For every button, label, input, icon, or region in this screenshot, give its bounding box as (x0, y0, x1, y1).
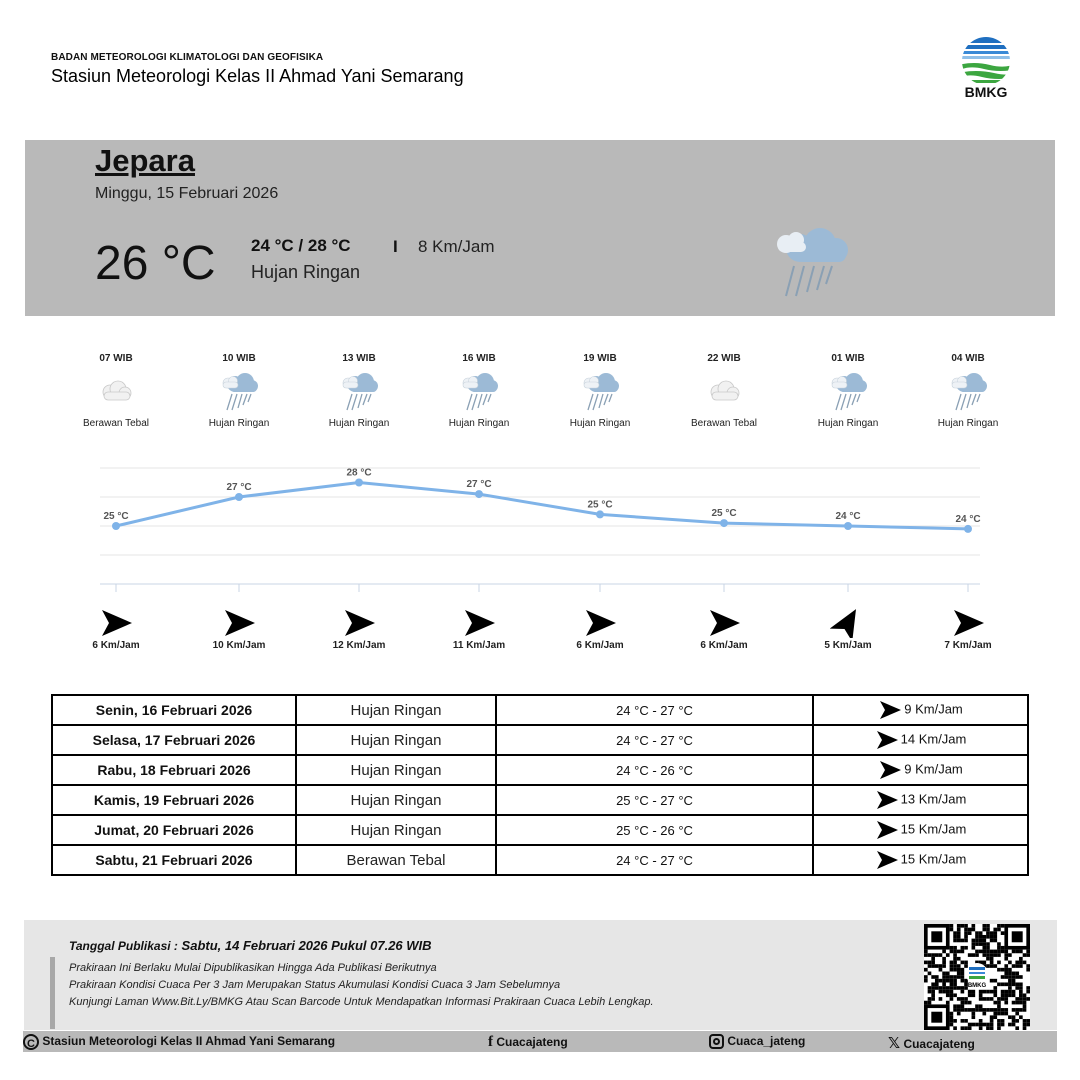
hour-condition: Berawan Tebal (83, 418, 149, 429)
hour-condition: Hujan Ringan (328, 418, 390, 429)
wind-arrow-icon (341, 608, 377, 638)
day-condition: Hujan Ringan (296, 785, 496, 815)
day-wind (813, 845, 1028, 875)
data-point (844, 522, 852, 530)
hour-slot (61, 353, 171, 429)
wind-arrow-icon (461, 608, 497, 638)
data-label: 25 °C (103, 511, 129, 522)
data-label: 24 °C (955, 513, 981, 525)
day-wind (813, 695, 1028, 725)
separator: I (393, 237, 398, 256)
hour-slot (669, 353, 779, 429)
wind-slot (429, 608, 529, 651)
wind-slot (918, 608, 1018, 651)
wind-speed: 7 Km/Jam (944, 640, 992, 651)
day-date: Senin, 16 Februari 2026 (52, 695, 296, 725)
wind-speed: 5 Km/Jam (824, 640, 872, 651)
x-handle: Cuacajateng (903, 1037, 975, 1051)
hour-condition: Berawan Tebal (691, 418, 757, 429)
footer-accent-bar (50, 957, 55, 1029)
data-point (964, 525, 972, 533)
x-icon: 𝕏 (888, 1035, 901, 1052)
rain-cloud-icon (828, 370, 868, 414)
wind-arrow-icon (582, 608, 618, 638)
wind-arrow-icon (875, 790, 899, 810)
day-wind (813, 725, 1028, 755)
hour-time: 01 WIB (831, 353, 865, 364)
hour-time: 10 WIB (222, 353, 256, 364)
wind-slot (674, 608, 774, 651)
day-wind (813, 785, 1028, 815)
daily-forecast-table (51, 694, 1029, 876)
table-row (52, 695, 1028, 725)
day-temperature: 24 °C - 26 °C (496, 755, 813, 785)
hour-time: 19 WIB (583, 353, 617, 364)
day-condition: Hujan Ringan (296, 815, 496, 845)
wind-arrow-icon (830, 608, 866, 638)
wind-arrow-icon (98, 608, 134, 638)
wind-slot (189, 608, 289, 651)
wind-speed: 6 Km/Jam (92, 640, 140, 651)
wind-arrow-icon (878, 700, 902, 720)
wind-speed: 11 Km/Jam (452, 640, 506, 651)
wind-arrow-icon (875, 730, 899, 750)
table-row (52, 845, 1028, 875)
wind-speed: 10 Km/Jam (212, 640, 266, 651)
day-date: Jumat, 20 Februari 2026 (52, 815, 296, 845)
hour-time: 13 WIB (342, 353, 376, 364)
day-condition: Hujan Ringan (296, 725, 496, 755)
day-wind-speed: 15 Km/Jam (900, 851, 967, 867)
table-row (52, 815, 1028, 845)
table-row (52, 755, 1028, 785)
facebook-icon: f (488, 1034, 493, 1050)
hour-condition: Hujan Ringan (817, 418, 879, 429)
instagram-icon (709, 1034, 724, 1049)
qr-code[interactable] (924, 924, 1030, 1030)
wind-arrow-icon (875, 820, 899, 840)
hour-condition: Hujan Ringan (569, 418, 631, 429)
wind-slot (309, 608, 409, 651)
wind-arrow-icon (875, 850, 899, 870)
rain-cloud-icon (459, 370, 499, 414)
agency-name: BADAN METEOROLOGI KLIMATOLOGI DAN GEOFISIKA (51, 52, 324, 63)
hour-time: 16 WIB (462, 353, 496, 364)
hour-slot (184, 353, 294, 429)
data-label: 27 °C (466, 479, 492, 491)
wind-slot (550, 608, 650, 651)
data-point (720, 519, 728, 527)
data-point (235, 493, 243, 501)
hour-time: 22 WIB (707, 353, 741, 364)
day-wind-speed: 9 Km/Jam (904, 701, 963, 717)
day-wind-speed: 15 Km/Jam (900, 821, 967, 837)
hour-condition: Hujan Ringan (937, 418, 999, 429)
hour-time: 07 WIB (99, 353, 133, 364)
table-row (52, 785, 1028, 815)
hour-condition: Hujan Ringan (208, 418, 270, 429)
footer-note-3[interactable]: Kunjungi Laman Www.Bit.Ly/BMKG Atau Scan Barcode Untuk Mendapatkan Informasi Prakiraan Cuaca Lebih Lengkap. (69, 996, 654, 1008)
wind-slot (66, 608, 166, 651)
rain-cloud-icon (948, 370, 988, 414)
rain-cloud-icon (580, 370, 620, 414)
hour-slot (424, 353, 534, 429)
data-label: 25 °C (711, 508, 737, 520)
publication-label: Tanggal Publikasi : (69, 939, 178, 953)
hour-slot (913, 353, 1023, 429)
hour-condition: Hujan Ringan (448, 418, 510, 429)
wind-arrow-icon (950, 608, 986, 638)
instagram-handle: Cuaca_jateng (727, 1034, 806, 1048)
hour-slot (304, 353, 414, 429)
instagram-link[interactable] (709, 1034, 805, 1049)
current-condition: Hujan Ringan (251, 262, 361, 282)
city-name[interactable]: Jepara (95, 143, 195, 178)
rain-cloud-icon (339, 370, 379, 414)
current-wind: 8 Km/Jam (418, 237, 495, 256)
day-date: Sabtu, 21 Februari 2026 (52, 845, 296, 875)
temperature-range: 24 °C / 28 °C (251, 236, 351, 255)
wind-speed: 12 Km/Jam (332, 640, 386, 651)
day-wind-speed: 14 Km/Jam (900, 731, 967, 747)
bmkg-logo-text: BMKG (964, 84, 1008, 100)
copyright-item (23, 1034, 335, 1050)
station-title: Stasiun Meteorologi Kelas II Ahmad Yani Semarang (51, 66, 464, 86)
current-temperature: 26 °C (95, 237, 216, 290)
qr-logo-text: BMKG (967, 983, 987, 989)
day-temperature: 24 °C - 27 °C (496, 725, 813, 755)
day-temperature: 25 °C - 27 °C (496, 785, 813, 815)
day-temperature: 24 °C - 27 °C (496, 845, 813, 875)
table-row (52, 725, 1028, 755)
wind-slot (798, 608, 898, 651)
day-wind-speed: 9 Km/Jam (904, 761, 963, 777)
day-date: Kamis, 19 Februari 2026 (52, 785, 296, 815)
data-label: 28 °C (346, 467, 372, 479)
publication-value: Sabtu, 14 Februari 2026 Pukul 07.26 WIB (181, 938, 432, 953)
facebook-link[interactable] (488, 1034, 568, 1051)
footer-panel (24, 920, 1057, 1030)
data-label: 24 °C (835, 511, 861, 522)
day-temperature: 24 °C - 27 °C (496, 695, 813, 725)
footer-note-1: Prakiraan Ini Berlaku Mulai Dipublikasikan Hingga Ada Publikasi Berikutnya (69, 962, 437, 974)
data-point (596, 510, 604, 518)
wind-arrow-icon (221, 608, 257, 638)
data-point (112, 522, 120, 530)
publication-date (69, 938, 432, 953)
current-date: Minggu, 15 Februari 2026 (95, 185, 279, 202)
facebook-handle: Cuacajateng (496, 1035, 568, 1049)
copyright-icon: C (23, 1034, 39, 1050)
wind-arrow-icon (706, 608, 742, 638)
rain-cloud-icon (770, 222, 854, 300)
wind-arrow-icon (878, 760, 902, 780)
data-label: 25 °C (587, 499, 613, 511)
day-date: Selasa, 17 Februari 2026 (52, 725, 296, 755)
day-condition: Hujan Ringan (296, 755, 496, 785)
wind-speed: 6 Km/Jam (576, 640, 624, 651)
hour-slot (545, 353, 655, 429)
day-condition: Hujan Ringan (296, 695, 496, 725)
wind-speed: 6 Km/Jam (700, 640, 748, 651)
rain-cloud-icon (219, 370, 259, 414)
day-date: Rabu, 18 Februari 2026 (52, 755, 296, 785)
cloud-icon (96, 370, 136, 414)
day-temperature: 25 °C - 26 °C (496, 815, 813, 845)
data-label: 27 °C (226, 482, 252, 493)
day-wind (813, 815, 1028, 845)
x-link[interactable] (888, 1034, 975, 1052)
footer-note-2: Prakiraan Kondisi Cuaca Per 3 Jam Merupakan Status Akumulasi Kondisi Cuaca 3 Jam Sebelumnya (69, 979, 561, 991)
hour-time: 04 WIB (951, 353, 985, 364)
cloud-icon (704, 370, 744, 414)
hour-slot (793, 353, 903, 429)
data-point (355, 479, 363, 487)
copyright-text: Stasiun Meteorologi Kelas II Ahmad Yani Semarang (42, 1034, 336, 1049)
bmkg-logo (954, 33, 1018, 103)
data-point (475, 490, 483, 498)
day-wind-speed: 13 Km/Jam (900, 791, 967, 807)
day-condition: Berawan Tebal (296, 845, 496, 875)
day-wind (813, 755, 1028, 785)
temperature-chart (90, 458, 990, 598)
bmkg-logo-icon (954, 33, 1018, 85)
